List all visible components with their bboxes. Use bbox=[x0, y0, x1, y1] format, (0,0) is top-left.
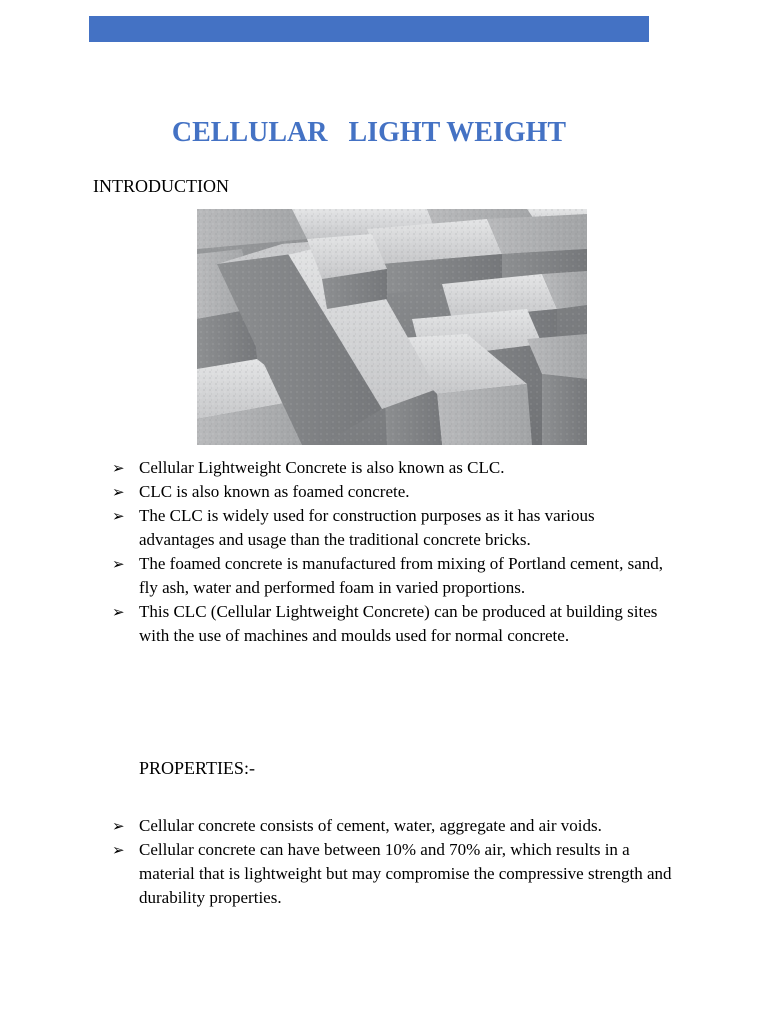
bullet-text: This CLC (Cellular Lightweight Concrete) can be produced at building sites with the use of machines and moulds used for normal concrete. bbox=[139, 602, 658, 645]
bullet-text: Cellular concrete consists of cement, water, aggregate and air voids. bbox=[139, 816, 602, 835]
bullet-text: The CLC is widely used for construction purposes as it has various advantages and usage than the traditional concrete bricks. bbox=[139, 506, 595, 549]
bullet-text: CLC is also known as foamed concrete. bbox=[139, 482, 410, 501]
arrowhead-bullet-icon: ➢ bbox=[112, 459, 125, 477]
introduction-bullet-list bbox=[112, 456, 672, 648]
header-accent-bar bbox=[89, 16, 649, 42]
arrowhead-bullet-icon: ➢ bbox=[112, 555, 125, 573]
list-item bbox=[112, 600, 672, 648]
list-item bbox=[112, 814, 672, 838]
list-item bbox=[112, 838, 672, 910]
properties-bullet-list bbox=[112, 814, 672, 910]
bullet-text: Cellular concrete can have between 10% and 70% air, which results in a material that is lightweight but may compromise the compressive strength and durability properties. bbox=[139, 840, 672, 907]
list-item bbox=[112, 552, 672, 600]
introduction-heading: INTRODUCTION bbox=[93, 176, 229, 196]
bullet-text: The foamed concrete is manufactured from mixing of Portland cement, sand, fly ash, water and performed foam in varied proportions. bbox=[139, 554, 663, 597]
list-item bbox=[112, 480, 672, 504]
properties-heading: PROPERTIES:- bbox=[139, 758, 255, 778]
list-item bbox=[112, 456, 672, 480]
arrowhead-bullet-icon: ➢ bbox=[112, 817, 125, 835]
arrowhead-bullet-icon: ➢ bbox=[112, 483, 125, 501]
arrowhead-bullet-icon: ➢ bbox=[112, 603, 125, 621]
bullet-text: Cellular Lightweight Concrete is also known as CLC. bbox=[139, 458, 505, 477]
list-item bbox=[112, 504, 672, 552]
arrowhead-bullet-icon: ➢ bbox=[112, 507, 125, 525]
arrowhead-bullet-icon: ➢ bbox=[112, 841, 125, 859]
concrete-blocks-photo bbox=[197, 209, 587, 445]
document-title-line-1: CELLULAR LIGHT WEIGHT bbox=[171, 117, 567, 148]
